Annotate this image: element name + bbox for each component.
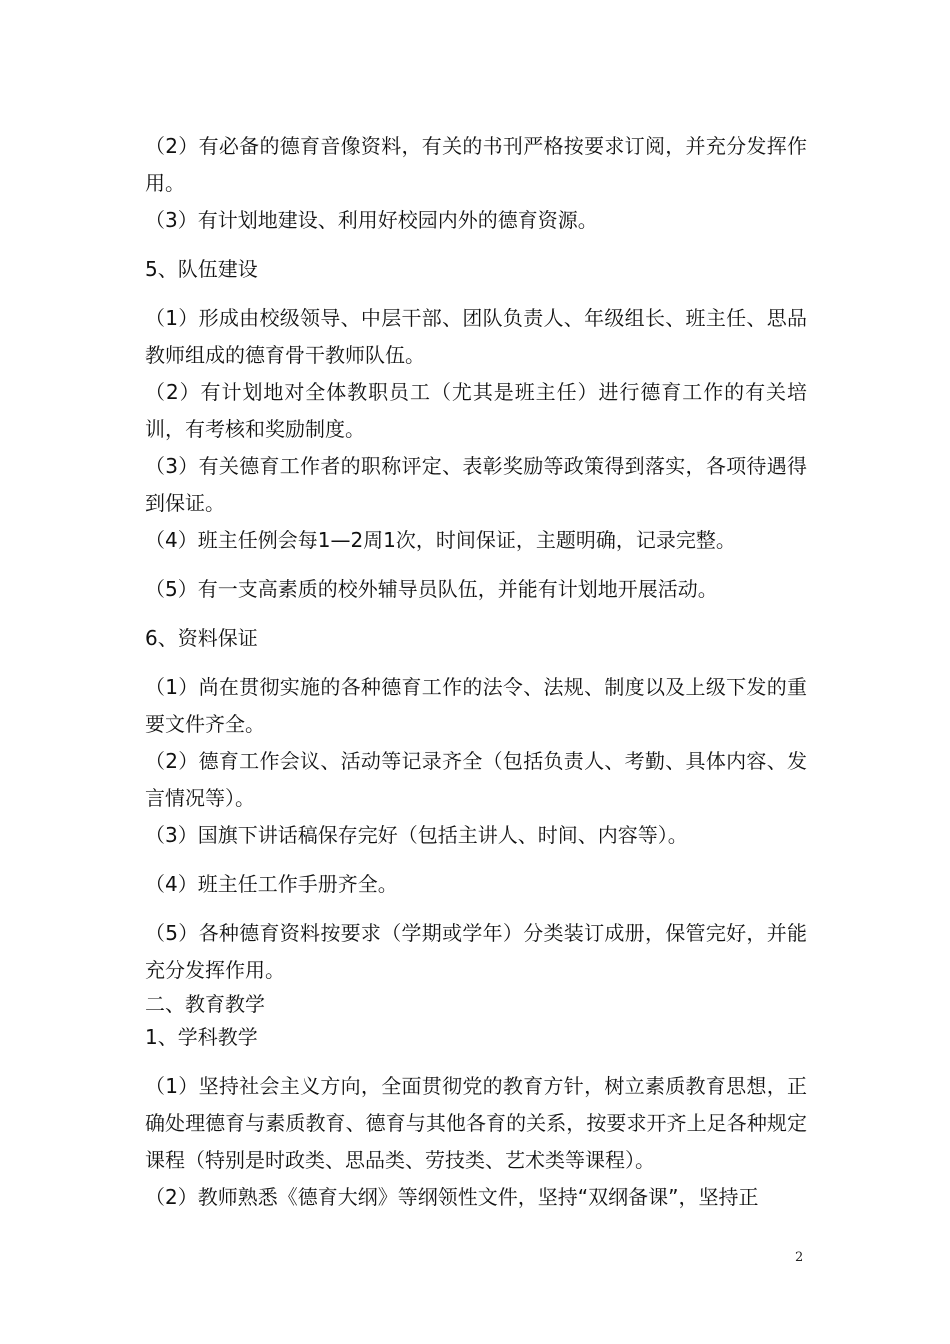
section-heading-team: 5、队伍建设 [145, 257, 258, 281]
paragraph-team-1: （1）形成由校级领导、中层干部、团队负责人、年级组长、班主任、思品教师组成的德育骨干教师队伍。 [145, 306, 807, 367]
paragraph-subject-2: （2）教师熟悉《德育大纲》等纲领性文件，坚持“双纲备课”，坚持正 [145, 1185, 759, 1209]
chapter-heading-teaching: 二、教育教学 [145, 992, 265, 1016]
paragraph-materials-5: （5）各种德育资料按要求（学期或学年）分类装订成册，保管完好，并能充分发挥作用。 [145, 921, 807, 982]
paragraph-2-audio-visual: （2）有必备的德育音像资料，有关的书刊严格按要求订阅，并充分发挥作用。 [145, 134, 807, 195]
paragraph-team-2: （2）有计划地对全体教职员工（尤其是班主任）进行德育工作的有关培训，有考核和奖励制度。 [145, 380, 807, 441]
paragraph-materials-1: （1）尚在贯彻实施的各种德育工作的法令、法规、制度以及上级下发的重要文件齐全。 [145, 675, 807, 736]
document-body [145, 128, 807, 1216]
paragraph-3-resources: （3）有计划地建设、利用好校园内外的德育资源。 [145, 208, 598, 232]
paragraph-subject-1: （1）坚持社会主义方向，全面贯彻党的教育方针，树立素质教育思想，正确处理德育与素质教育、德育与其他各育的关系，按要求开齐上足各种规定课程（特别是时政类、思品类、劳技类、艺术类等课程）。 [145, 1074, 807, 1172]
section-heading-subject-teaching: 1、学科教学 [145, 1025, 258, 1049]
paragraph-team-4: （4）班主任例会每1—2周1次，时间保证，主题明确，记录完整。 [145, 528, 736, 552]
paragraph-team-3: （3）有关德育工作者的职称评定、表彰奖励等政策得到落实，各项待遇得到保证。 [145, 454, 807, 515]
section-heading-materials: 6、资料保证 [145, 626, 258, 650]
paragraph-materials-2: （2）德育工作会议、活动等记录齐全（包括负责人、考勤、具体内容、发言情况等）。 [145, 749, 807, 810]
paragraph-materials-4: （4）班主任工作手册齐全。 [145, 872, 398, 896]
page-number: 2 [795, 1250, 804, 1265]
paragraph-materials-3: （3）国旗下讲话稿保存完好（包括主讲人、时间、内容等）。 [145, 823, 688, 847]
paragraph-team-5: （5）有一支高素质的校外辅导员队伍，并能有计划地开展活动。 [145, 577, 718, 601]
